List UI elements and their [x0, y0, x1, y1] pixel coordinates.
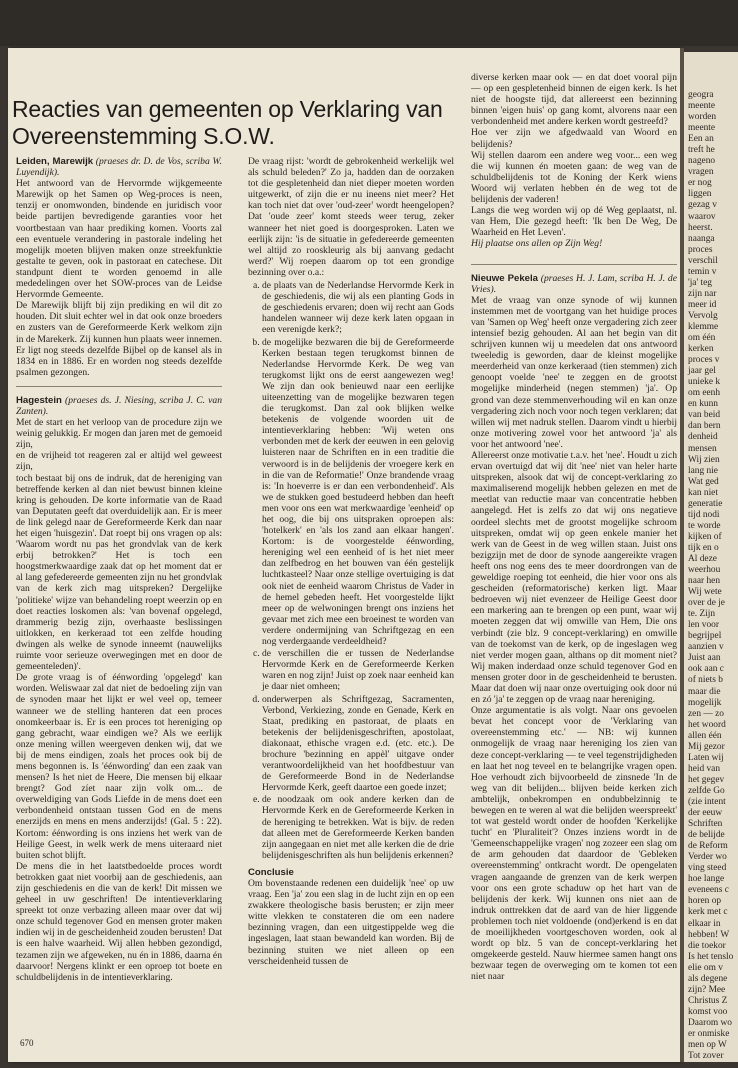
fragment-line: tijk en o	[688, 542, 719, 553]
column-3	[471, 72, 677, 1036]
fragment-line: Schriften	[688, 819, 723, 830]
paragraph: Met de vraag van onze synode of wij kunnen instemmen met de voortgang van het huidige proces van 'Samen op Weg' heeft onze vergadering zich zeer intensief bezig gehouden. Al aan het begin van dit schrijven kunnen wij u meedelen dat ons antwoord tweeledig is geworden, daar de kleinst mogelijke meerderheid van onze kerkeraad (tien stemmen) zich genoopt voelde 'nee' te zeggen en de grootst mogelijke minderheid (negen stemmen) 'ja'. Op grond van deze stemmenverhouding wil en kan onze vergadering zich noch voor noch tegen verklaren; dat willen wij met nadruk stellen. Daarom vindt u hierbij onze motivering zowel voor het antwoord 'ja' als voor het antwoord 'nee'.	[471, 294, 677, 450]
fragment-line: Wij wete	[688, 587, 722, 598]
fragment-line: proces v	[688, 355, 720, 366]
fragment-line: verschil	[688, 255, 718, 266]
section-heading-leiden	[16, 156, 222, 178]
fragment-line: over de je	[688, 598, 725, 609]
fragment-line: len voor	[688, 620, 719, 631]
list-item: a. de plaats van de Nederlandse Hervormde Kerk in de geschiedenis, die wij als een planting Gods in de geschiedenis ervaren; doen wij recht aan Gods handelen wanneer wij deze kerk laten opgaan in een verenigde kerk?;	[262, 280, 454, 335]
fragment-line: de Reform	[688, 841, 728, 852]
fragment-line: komst voo	[688, 1006, 728, 1017]
bezinning-list	[248, 280, 454, 861]
fragment-line: allen één	[688, 730, 722, 741]
fragment-line: unieke k	[688, 377, 721, 388]
list-item: d. onderwerpen als Schriftgezag, Sacramenten, Verbond, Verkiezing, zonde en Genade, Kerk en Staat, prediking en pastoraat, de plaats en betekenis der belijdenisgeschriften, apostolaat, diakonaat, ethische vragen e.d. (etc. etc.). De brochure 'bezinning en appèl' uitgave onder verantwoordelijkheid van het hoofdbestuur van de Gereformeerde Bond in de Nederlandse Hervormde Kerk, geeft daartoe een goede inzet;	[262, 694, 454, 794]
paragraph: toch bestaat bij ons de indruk, dat de hereniging van betreffende kerken al dan niet bewust binnen kleine kring is gehouden. De korte informatie van de Raad van Deputaten geeft dat overduidelijk aan. Er is meer de link gelegd naar de Gereformeerde Kerk dan naar het eigen 'huisgezin'. Dat roept bij ons vragen op als: 'Waarom wordt nu pas het grondvlak van de kerk erbij betrokken?' Het is toch een hoogstmerkwaardige zaak dat op het moment dat er al lang gefedereerde gemeenten zijn nu het grondvlak van de kerk zich mag uitspreken? Dergelijke 'politieke' wijze van behandeling roept weerzin op en doet reacties loskomen als: 'van bovenaf opgelegd, drammerig bezig zijn, overhaaste beslissingen uitlokken, en kerkeraad tot een zelfde houding dwingen als welke de synode inneemt (nauwelijks ruimte voor serieuze overwegingen met en door de gemeenteleden)'.	[16, 472, 222, 673]
list-item: e. de noodzaak om ook andere kerken dan de Hervormde Kerk en de Gereformeerde Kerken in de hereniging te betrekken. Wat is bijv. de reden dat alleen met de Gereformeerde Kerken banden zijn aangegaan en niet met alle kerken die de drie belijdenisgeschriften als hun belijdenis erkennen?	[262, 794, 454, 861]
fragment-line: meente	[688, 101, 716, 112]
fragment-line: Juist aan	[688, 653, 721, 664]
section-divider	[471, 264, 677, 265]
next-page-edge	[684, 52, 738, 1062]
fragment-line: elkaar in	[688, 918, 721, 929]
fragment-line: zijn? Mee	[688, 984, 726, 995]
fragment-line: (zie intent	[688, 797, 726, 807]
fragment-line: te. Zijn	[688, 609, 716, 620]
section-credits: (praeses dr. D. de Vos, scriba W. Luyendijk).	[16, 156, 222, 179]
fragment-line: Al deze	[688, 553, 717, 564]
fragment-line: hebben! W	[688, 929, 730, 940]
fragment-line: der eeuw	[688, 808, 723, 819]
subheading-conclusie	[248, 867, 454, 878]
fragment-line: zijn nar	[688, 288, 717, 299]
paragraph: Langs die weg worden wij op dé Weg geplaatst, nl. van Hem, Die gezegd heeft: 'Ik ben De Weg, De Waarheid en Het Leven'.	[471, 205, 677, 239]
fragment-line: horen op	[688, 896, 722, 907]
fragment-line: Mij gezor	[688, 741, 725, 752]
fragment-line: klemme	[688, 321, 719, 332]
fragment-line: of niets b	[688, 675, 723, 686]
fragment-line: temin v	[688, 266, 717, 277]
fragment-line: Is het tenslo	[688, 951, 734, 962]
fragment-line: Een an	[688, 134, 714, 145]
fragment-line: er onmiske	[688, 1028, 730, 1039]
fragment-line: meente	[688, 123, 716, 134]
fragment-line: de belijde	[688, 830, 725, 841]
fragment-line: worden	[688, 112, 717, 123]
fragment-line: liggen	[688, 189, 712, 200]
section-place: Hagestein	[16, 394, 62, 406]
fragment-line: dan bern	[688, 421, 721, 432]
fragment-line: Tot zover	[688, 1051, 724, 1062]
fragment-line: Verder wo	[688, 852, 727, 863]
section-credits: (praeses ds. J. Niesing, scriba J. C. van Zanten).	[16, 394, 222, 417]
paragraph: Hoe ver zijn we afgedwaald van Woord en belijdenis?	[471, 127, 677, 150]
fragment-line: kerk met c	[688, 907, 728, 918]
fragment-line: eveneens c	[688, 885, 729, 896]
paragraph: De Marewijk blijft bij zijn prediking en wil dit zo houden. Dit sluit echter wel in dat ook onze broeders en zusters van de Gereformeerde Kerk welkom zijn in de Marekerk. Zij kunnen hun plaats weer innemen. Er ligt nog steeds dezelfde Bijbel op de kansel als in 1834 en in 1886. Er en worden nog steeds dezelfde psalmen gezongen.	[16, 300, 222, 378]
fragment-line: maar die	[688, 686, 721, 697]
fragment-line: en kunn	[688, 399, 718, 410]
fragment-line: geogra	[688, 90, 714, 100]
fragment-line: heid van	[688, 763, 721, 774]
paragraph: Het antwoord van de Hervormde wijkgemeente Marewijk op het Samen op Weg-proces is neen, tenzij er onomwonden, bindende en juridisch voor beide partijen bevredigende garanties voor het voortbestaan van haar prediking komen. Voorts zal een eventuele verandering in pastorale indeling het mogelijk moeten blijven maken onze streekfunktie gestalte te geven, ook in pastoraat en catechese. Dit standpunt dient te worden genoemd in alle mededelingen over het SOW-proces van de Leidse Hervormde Gemeente.	[16, 178, 222, 301]
paragraph: Onze argumentatie is als volgt. Naar ons gevoelen bevat het concept voor de 'Verklaring van overeenstemming etc.' — NB: wij kunnen onmogelijk de vraag naar hereniging los zien van deze concept-verklaring — te veel tegenstrijdigheden en laat het nog teveel en te belangrijke vragen open. Hoe verhoudt zich bijvoorbeeld de zinsnede 'In de weg van dit belijden... blijven beide kerken zich ambtelijk, onbekrompen en ondubbelzinnig te bewegen en te weren al wat die belijden weerspreekt' tot wat gesteld wordt onder de hoofden 'Kerkelijke tucht' en 'Pluraliteit'? Onzes inziens wordt in de 'Gemeenschappelijke vragen' nog zozeer een slag om de arm gehouden dat daardoor de 'Gebleken overeenstemming' ontkracht wordt. De opengelaten vragen aangaande de grenzen van de kerk werpen voor ons een grote schaduw op het hart van de belijdenis der kerk. Wij kunnen ons niet aan de indruk onttrekken dat de aard van de hier liggende problemen toch niet voldoende (ond)erkend is en dat de moeilijkheden voortgeschoven worden, ook al wordt op blz. 5 van de concept-verklaring het omgekeerde gesteld. Nauw hiermee samen hangt ons bezwaar tegen de overweging om te komen tot een niet naar	[471, 705, 677, 983]
paragraph: Om bovenstaande redenen een duidelijk 'nee' op uw vraag. Een 'ja' zou een slag in de lucht zijn en op een zwakkere theologische basis berusten; er zijn meer witte vlekken te constateren die om een nadere bezinning vragen, dan een uitgestippelde weg die ingeslagen, laat staan bewandeld kan worden. Bij de bezinning stuiten we niet alleen op een verscheidenheid tussen de	[248, 878, 454, 967]
fragment-line: men op W	[688, 1040, 727, 1051]
fragment-line: 'ja' teg	[688, 277, 712, 288]
fragment-line: van beid	[688, 410, 721, 421]
closing-line: Hij plaatse ons allen op Zijn Weg!	[471, 238, 603, 250]
paragraph: De vraag rijst: 'wordt de gebrokenheid werkelijk wel als schuld beleden?' Zo ja, hadden dan de oorzaken tot die gespletenheid dan niet dieper moeten worden uitgewerkt, of zijn die er nu ineens niet meer? Het kan toch niet dat over 'oud-zeer' wordt heengelopen? Dat 'oude zeer' komt steeds weer terug, zeker wanneer het niet goed is doorgesproken. Laten we eerlijk zijn: 'is de situatie in gefedereerde gemeenten wel altijd zo rooskleurig als bij aanvang gedacht werd?' Wij roepen daarom op tot een grondige bezinning over o.a.:	[248, 156, 454, 278]
fragment-line: het woord	[688, 719, 726, 730]
fragment-line: vragen	[688, 167, 714, 178]
paragraph: De grote vraag is of éénwording 'opgelegd' kan worden. Weliswaar zal dat niet de bedoeling zijn van de synoden maar het lijkt er wel veel op, temeer wanneer we de stelling hanteren dat een proces onomkeerbaar is. Er is een proces tot hereniging op gang gebracht, waar eindigen we? Als we eerlijk onze mening willen weergeven denken wij, dat we bij de mens eindigen, zoals het proces ook bij de mens begonnen is. Is 'éénwording' dan een zaak van mensen? Is het niet de Heere, Die mensen bij elkaar brengt? God zíet naar zijn volk om... de overweldiging van Gods Liefde in de mens doet een verbondenheid ontstaan tussen God en de mens enerzijds en mens en mens anderzijds! (Gal. 5 : 22). Kortom: éénwording is ons inziens het werk van de Heilige Geest, in welk werk de mens uiteraard niet buiten schot blijft.	[16, 672, 222, 861]
paragraph: diverse kerken maar ook — en dat doet vooral pijn — op een gespletenheid binnen de eigen kerk. Is het niet de hoogste tijd, dat allereerst een bezinning binnen 'eigen huis' op gang komt, alvorens naar een verbondenheid met andere kerken wordt gestreefd?	[471, 72, 677, 128]
paragraph: Allereerst onze motivatie t.a.v. het 'nee'. Houdt u zich ervan overtuigd dat wij dit 'nee' niet van heler harte uitspreken, alsook dat wij de concept-verklaring zo maximaliserend mogelijk hebben gelezen en met de meetlat van reductie maar van concentratie hebben aangelegd. Het is zelfs zo dat wij ons negatieve oordeel slechts met de grootst mogelijke schroom uitspreken, omdat wij op geen enkele manier het werk van de Geest in de weg willen staan. Juist ons bezigzijn met de door de synode aangereikte vragen heeft ons nog eens des te meer doordrongen van de geweldige roeping tot eenheid, die hier voor ons als gescheiden (reformatorische) kerken ligt. Maar bedroeven wij niet evenzeer de Heilige Geest door een markering aan te brengen op een punt, waar wij moeten zeggen dat wij omwille van Hem, Die ons verbindt (zie blz. 9 concept-verklaring) en omwille van de toekomst van de kerk, op de ingeslagen weg niet verder mogen gaan, althans op dit moment niet? Wij maken inderdaad onze schuld tegenover God en mensen groter door in de gescheidenheid te berusten. Maar dat doen wij naar onze overtuiging ook door nú en zó 'ja' te zeggen op de vraag naar hereniging.	[471, 450, 677, 706]
paragraph: De mens die in het laatstbedoelde proces wordt betrokken gaat niet voorbij aan de geschiedenis, aan zijn geschiedenis en die van de kerk! Dit missen we geheel in uw geschriften! De intentieverklaring spreekt tot onze verbazing alleen maar over dat wij onze schuld tegenover God en mensen groter maken indien wij in de gescheidenheid zouden berusten! Dat is een halve waarheid. Wij allen hebben gezondigd, tezamen zijn we afgeweken, nu én in 1886, daarna én daarvoor! Nergens klinkt er een oproep tot boete en schuldbelijdenis in de intentieverklaring.	[16, 860, 222, 983]
fragment-line: ook aan c	[688, 664, 724, 675]
fragment-line: treft he	[688, 145, 715, 156]
fragment-line: het gegev	[688, 774, 725, 785]
fragment-line: meer id	[688, 299, 717, 310]
fragment-line: hoe lange	[688, 874, 725, 885]
fragment-line: Daarom wo	[688, 1017, 732, 1028]
fragment-line: er nog	[688, 178, 712, 189]
fragment-line: lang nie	[688, 465, 718, 476]
fragment-line: ving steed	[688, 863, 727, 874]
section-place: Leiden, Marewijk	[16, 156, 94, 167]
column-2	[248, 156, 454, 1036]
fragment-line: om eenh	[688, 388, 721, 399]
list-item: c. de verschillen die er tussen de Nederlandse Hervormde Kerk en de Gereformeerde Kerken waren en nog zijn! Juist op zoek naar eenheid kan je daar niet omheen;	[262, 648, 454, 692]
paragraph: Met de start en het verloop van de procedure zijn we weinig gelukkig. Er mogen dan jaren met de gemoeid zijn,	[16, 417, 222, 451]
column-1	[16, 156, 222, 1036]
fragment-line: aanzien v	[688, 642, 724, 653]
subheading-label: Conclusie	[248, 866, 294, 878]
fragment-line: mogelijk	[688, 697, 722, 708]
fragment-line: Vervolg	[688, 310, 718, 321]
photo-background-top	[0, 0, 738, 46]
list-item: b. de mogelijke bezwaren die bij de Gereformeerde Kerken bestaan tegen terugkomst binnen de Nederlandse Hervormde Kerk. De weg van terugkomst lijkt ons de eerst aangewezen weg! We zijn dan ook benieuwd naar een eerlijke uiteenzetting van de mogelijke bezwaren tegen die terugkomst. Dan zal ook blijken welke betekenis de volgende woorden uit de intentieverklaring hebben: 'Wij weten ons verbonden met de kerk der eeuwen in een gelovig luisteren naar de Schriften en in een traditie die verwoord is in de belijdenis der vroegere kerk en in die van de Reformatie!' Onze brandende vraag is: 'In hoeverre is er dan een verbondenheid'. Als we de stukken goed bestudeerd hebben dan heeft men voor ons een wat merkwaardige 'eenheid' op het oog, die bij ons uitspraken oproepen als: 'hotelkerk' en 'als los zand aan elkaar hangen'. Kortom: is de voorgestelde éénwording, hereniging wel een eenheid of is het niet meer dan zelfbedrog en het bouwen van één gestelijk luchtkasteel? Naar onze stellige overtuiging is dat ook niet de eenheid waarom Christus de Vader in de hemel gebeden heeft. Het voorgestelde lijkt meer op de welwoningen brengt ons inziens het gevaar met zich mee een broeinest te worden van verdere ondermijning van Schriftgezag en een nog verdergaande verdeeldheid?	[262, 337, 454, 648]
fragment-line: elie om v	[688, 962, 723, 973]
fragment-line: gezag v	[688, 200, 717, 211]
fragment-line: generatie	[688, 498, 723, 509]
next-page-text-fragment	[688, 90, 733, 1062]
fragment-line: kerken	[688, 344, 714, 355]
fragment-line: kijken of	[688, 531, 722, 542]
fragment-line: Christus Z	[688, 995, 728, 1006]
fragment-line: naanga	[688, 233, 715, 244]
fragment-line: heerst.	[688, 222, 713, 233]
section-divider	[16, 386, 222, 387]
fragment-line: jaar gel	[688, 366, 716, 377]
fragment-line: weerhou	[688, 565, 721, 576]
fragment-line: kan niet	[688, 487, 718, 498]
section-place: Nieuwe Pekela	[471, 272, 539, 284]
fragment-line: Wat ged	[688, 476, 719, 487]
page-number: 670	[20, 1038, 34, 1048]
paragraph: Wij stellen daarom een andere weg voor... een weg die wij kunnen én moeten gaan: de weg van de schuldbelijdenis tot de Koning der Kerk wiens Woord wij verlaten hebben én de weg tot de belijdenis der vaderen!	[471, 149, 677, 206]
fragment-line: te worde	[688, 520, 721, 531]
fragment-line: mensen	[688, 443, 717, 454]
fragment-line: waarov	[688, 211, 716, 222]
paragraph: en de vrijheid tot reageren zal er altijd wel geweest zijn,	[16, 450, 222, 473]
fragment-line: als degene	[688, 973, 728, 984]
fragment-line: tijd nodi	[688, 509, 720, 520]
page-content	[8, 48, 680, 1062]
fragment-line: proces	[688, 244, 713, 255]
fragment-line: Wij zien	[688, 454, 720, 465]
fragment-line: denheid	[688, 432, 718, 443]
fragment-line: begrijpel	[688, 631, 722, 642]
fragment-line: nageno	[688, 156, 716, 167]
article-title: Reacties van gemeenten op Verklaring van Overeenstemming S.O.W.	[12, 96, 443, 149]
section-credits: (praeses H. J. Lam, scriba H. J. de Vries).	[471, 272, 677, 295]
section-heading-pekela	[471, 273, 677, 295]
fragment-line: om één	[688, 333, 716, 344]
fragment-line: naar hen	[688, 576, 721, 587]
fragment-line: Laten wij	[688, 752, 724, 763]
fragment-line: die toekor	[688, 940, 726, 951]
fragment-line: zelfde Go	[688, 785, 725, 796]
section-heading-hagestein	[16, 395, 222, 417]
fragment-line: zen — zo	[688, 708, 724, 719]
